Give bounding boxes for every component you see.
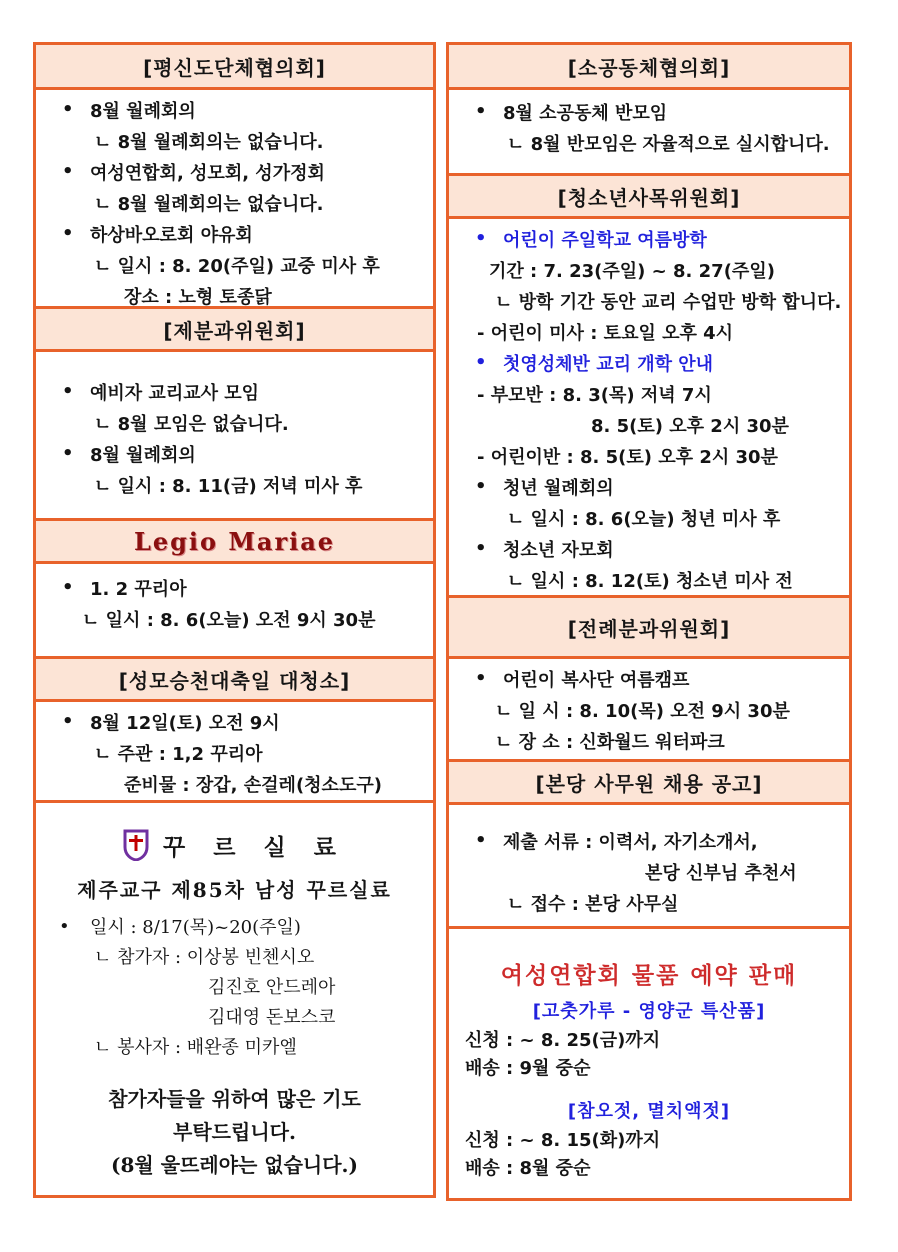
section-title: [평신도단체협의회] (143, 55, 326, 80)
section-header-youth-ministry (446, 173, 852, 219)
closing-line: 부탁드립니다. (173, 1120, 296, 1144)
section-body-assumption-cleaning (33, 699, 436, 803)
section-body-subcommittees (33, 349, 436, 521)
notice-line: 8. 5(토) 오후 2시 30분 (591, 415, 789, 437)
left-column (33, 42, 436, 1198)
section-body-legio-mariae (33, 561, 436, 659)
notice-line: - 어린이반 : 8. 5(토) 오후 2시 30분 (477, 446, 778, 468)
closing-line: (8월 울뜨레야는 없습니다.) (111, 1153, 358, 1177)
notice-line: ㄴ 주관 : 1,2 꾸리아 (94, 743, 263, 765)
notice-line: • 8월 월례회의 (36, 94, 433, 125)
notice-line: ㄴ 방학 기간 동안 교리 수업만 방학 합니다. (495, 291, 842, 313)
notice-line: ㄴ 장 소 : 신화월드 워터파크 (495, 731, 725, 753)
notice-line: • 청소년 자모회 (449, 533, 849, 564)
notice-line: 본당 신부님 추천서 (645, 862, 797, 884)
notice-line: • 첫영성체반 교리 개학 안내 (449, 347, 849, 378)
notice-line: ㄴ 일 시 : 8. 10(목) 오전 9시 30분 (495, 700, 790, 722)
section-header-small-community (446, 42, 852, 90)
sale-line: 배송 : 8월 중순 (465, 1158, 591, 1179)
sale-line: 배송 : 9월 중순 (465, 1058, 591, 1079)
section-header-assumption-cleaning (33, 656, 436, 702)
notice-line: • 제출 서류 : 이력서, 자기소개서, (449, 825, 849, 856)
cursillo-shield-icon (123, 829, 149, 861)
notice-line: - 부모반 : 8. 3(목) 저녁 7시 (477, 384, 712, 406)
sale-group-header: [참오젓, 멸치액젓] (567, 1101, 731, 1122)
notice-line: • 일시 : 8/17(목)~20(주일) (36, 911, 433, 941)
section-title: [제분과위원회] (163, 318, 306, 343)
notice-line: - 어린이 미사 : 토요일 오후 4시 (477, 322, 734, 344)
notice-line: • 여성연합회, 성모회, 성가정회 (36, 156, 433, 187)
sale-title: 여성연합회 물품 예약 판매 (500, 962, 798, 989)
notice-line: ㄴ 8월 모임은 없습니다. (94, 413, 289, 435)
section-body-liturgy-committee (446, 656, 852, 762)
section-title: [성모승천대축일 대청소] (118, 668, 351, 693)
section-box-cursillo (33, 800, 436, 1198)
section-header-lay-council (33, 42, 436, 90)
sale-line: 신청 : ~ 8. 15(화)까지 (465, 1130, 661, 1151)
cursillo-subtitle: 제주교구 제85차 남성 꾸르실료 (77, 877, 392, 902)
notice-line: • 청년 월례회의 (449, 471, 849, 502)
section-header-subcommittees (33, 306, 436, 352)
section-body-youth-ministry (446, 216, 852, 598)
notice-line: ㄴ 8월 월례회의는 없습니다. (94, 193, 324, 215)
section-title: [소공동체협의회] (567, 55, 731, 80)
section-title: [본당 사무원 채용 공고] (535, 771, 763, 796)
right-column (446, 42, 852, 1201)
section-body-lay-council (33, 87, 436, 309)
notice-line: 김대영 돈보스코 (208, 1007, 336, 1028)
closing-line: 참가자들을 위하여 많은 기도 (108, 1087, 361, 1111)
notice-line: ㄴ 일시 : 8. 11(금) 저녁 미사 후 (94, 475, 363, 497)
spacer (449, 1081, 849, 1095)
notice-line: 김진호 안드레아 (208, 977, 336, 998)
notice-line: ㄴ 일시 : 8. 6(오늘) 청년 미사 후 (507, 508, 781, 530)
notice-line: 장소 : 노형 토종닭 (124, 286, 272, 308)
notice-line: ㄴ 일시 : 8. 20(주일) 교중 미사 후 (94, 255, 380, 277)
sale-group-header: [고춧가루 - 영양군 특산품] (532, 1001, 766, 1022)
notice-line: • 1. 2 꾸리아 (36, 572, 433, 603)
notice-line: ㄴ 일시 : 8. 12(토) 청소년 미사 전 (507, 570, 793, 592)
notice-line: • 8월 소공동체 반모임 (449, 96, 849, 127)
legio-mariae-title: Legio Mariae (133, 526, 336, 556)
notice-line: ㄴ 접수 : 본당 사무실 (507, 893, 679, 915)
notice-line: 준비물 : 장갑, 손걸레(청소도구) (124, 774, 382, 796)
notice-line: • 예비자 교리교사 모임 (36, 376, 433, 407)
notice-line: ㄴ 봉사자 : 배완종 미카엘 (94, 1037, 297, 1058)
notice-line: • 8월 월례회의 (36, 438, 433, 469)
section-header-job-posting (446, 759, 852, 805)
notice-line: • 하상바오로회 야유회 (36, 218, 433, 249)
section-body-small-community (446, 87, 852, 176)
notice-line: • 어린이 복사단 여름캠프 (449, 663, 849, 694)
section-header-legio-mariae (33, 518, 436, 564)
cursillo-title-row (36, 803, 433, 865)
notice-line: • 어린이 주일학교 여름방학 (449, 223, 849, 254)
notice-line: ㄴ 일시 : 8. 6(오늘) 오전 9시 30분 (82, 609, 376, 631)
notice-line: • 8월 12일(토) 오전 9시 (36, 706, 433, 737)
section-title: [전례분과위원회] (567, 616, 731, 641)
section-title: [청소년사목위원회] (557, 185, 741, 210)
notice-line: ㄴ 8월 반모임은 자율적으로 실시합니다. (507, 133, 830, 155)
sale-line: 신청 : ~ 8. 25(금)까지 (465, 1030, 661, 1051)
cursillo-title: 꾸 르 실 료 (163, 833, 346, 861)
notice-line: ㄴ 8월 월례회의는 없습니다. (94, 131, 324, 153)
section-header-liturgy-committee (446, 595, 852, 659)
section-body-job-posting (446, 802, 852, 929)
notice-line: ㄴ 참가자 : 이상봉 빈첸시오 (94, 947, 315, 968)
notice-line: 기간 : 7. 23(주일) ~ 8. 27(주일) (489, 260, 775, 282)
section-box-women-association-sale (446, 926, 852, 1201)
spacer (36, 1061, 433, 1081)
